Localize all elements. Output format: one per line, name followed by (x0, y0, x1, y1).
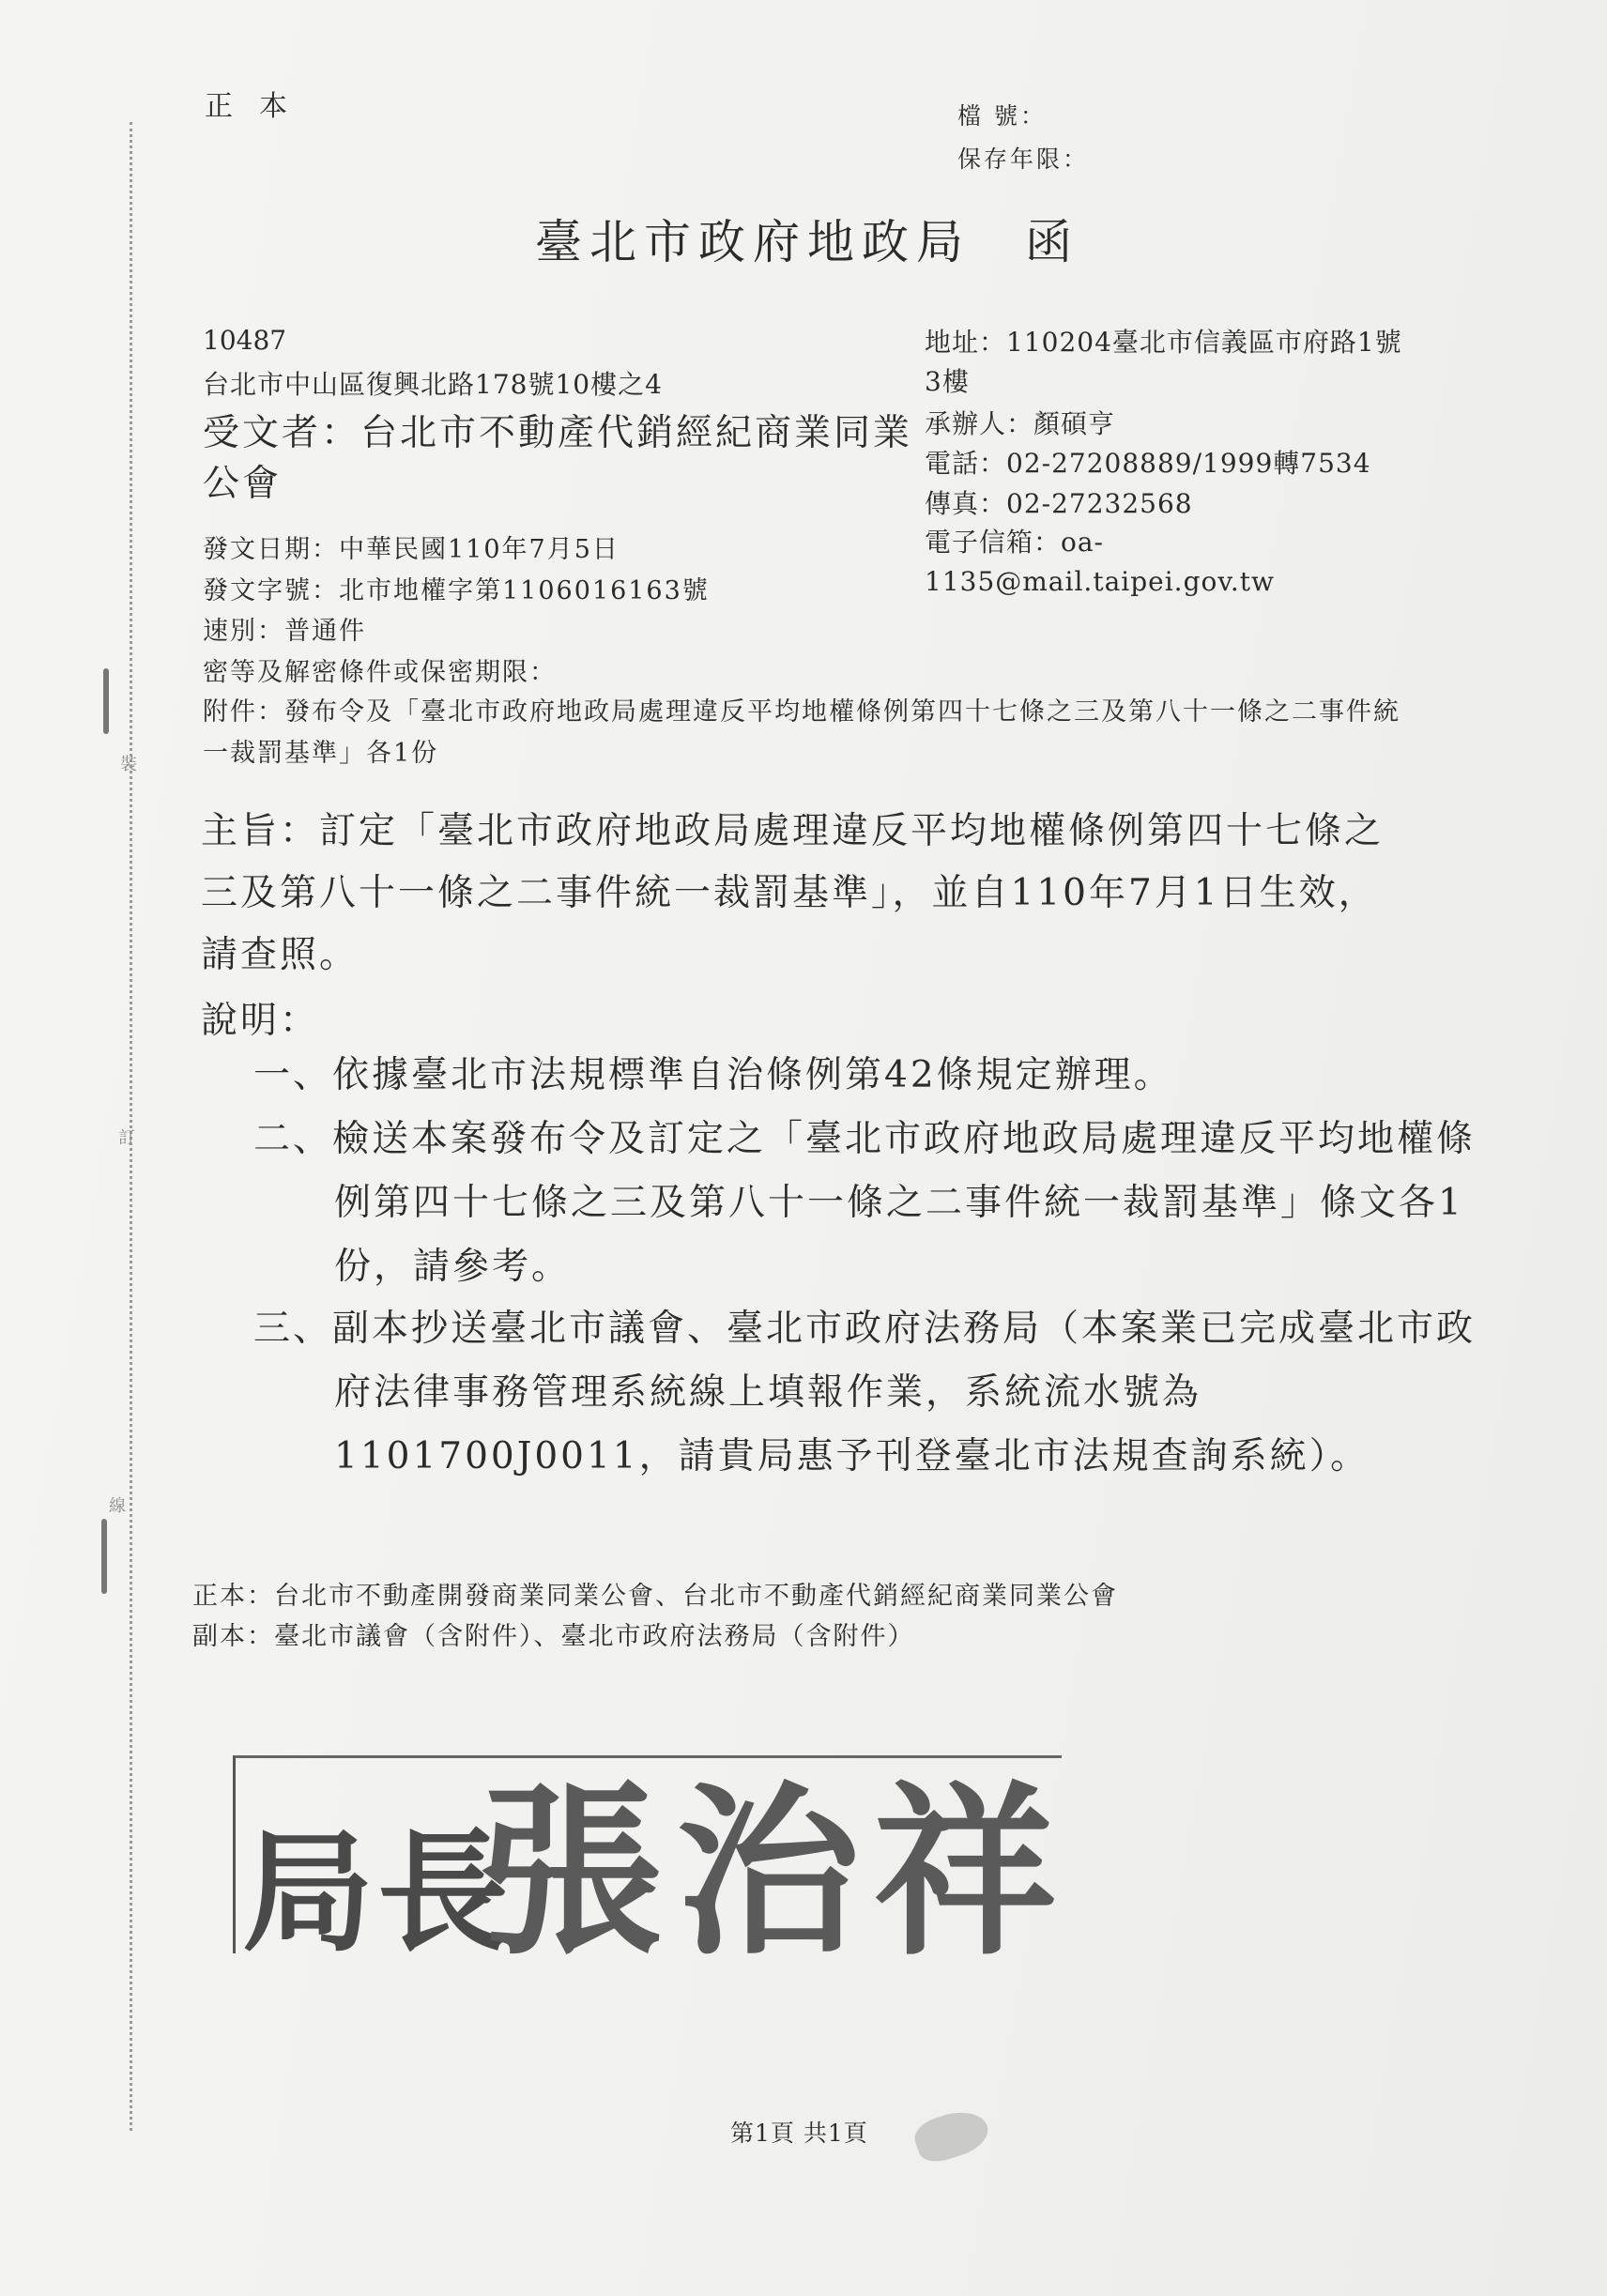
binding-char-zhuang: 裝 (120, 755, 137, 774)
original-recipients: 正本：台北市不動產開發商業同業公會、台北市不動產代銷經紀商業同業公會 (192, 1582, 1118, 1611)
agency-address: 地址：110204臺北市信義區市府路1號3樓 (925, 327, 1402, 397)
fax-number: 傳真：02-27232568 (925, 488, 1193, 519)
explanation-heading: 說明： (201, 1000, 320, 1042)
seal-title: 局長 (242, 1816, 513, 1970)
binding-char-xian: 線 (109, 1496, 126, 1516)
binding-char-ding: 訂 (118, 1128, 135, 1148)
attachment-note: 附件：發布令及「臺北市政府地政局處理違反平均地權條例第四十七條之三及第八十一條之二事件統一裁罰基準」各1份 (203, 697, 1400, 768)
email-address: 電子信箱：oa-1135@mail.taipei.gov.tw (925, 527, 1275, 597)
explanation-item-2: 二、檢送本案發布令及訂定之「臺北市政府地政局處理違反平均地權條例第四十七條之三及第八十一條之二事件統一裁罰基準」條文各1份，請參考。 (253, 1118, 1477, 1288)
copy-recipients: 副本：臺北市議會（含附件）、臺北市政府法務局（含附件） (192, 1622, 915, 1651)
seal-name: 張治祥 (479, 1765, 1071, 1981)
subject-paragraph: 主旨：訂定「臺北市政府地政局處理違反平均地權條例第四十七條之三及第八十一條之二事件統一裁罰基準」，並自110年7月1日生效，請查照。 (201, 810, 1385, 976)
binding-mark-bottom (101, 1519, 107, 1594)
explanation-item-1: 一、依據臺北市法規標準自治條例第42條規定辦理。 (253, 1054, 1173, 1096)
issue-date: 發文日期：中華民國110年7月5日 (203, 535, 620, 564)
recipient-name: 受文者：台北市不動產代銷經紀商業同業公會 (203, 412, 913, 505)
secrecy-level: 密等及解密條件或保密期限： (203, 658, 557, 687)
retention-period-label: 保存年限： (957, 145, 1090, 173)
handler-name: 承辦人：顏碩亨 (925, 408, 1116, 439)
copy-label: 正本 (205, 90, 314, 123)
recipient-address: 台北市中山區復興北路178號10樓之4 (203, 369, 663, 400)
file-number-label: 檔 號： (957, 102, 1047, 130)
binding-mark-top (103, 668, 109, 734)
delivery-speed: 速別：普通件 (203, 617, 366, 646)
explanation-item-3: 三、副本抄送臺北市議會、臺北市政府法務局（本案業已完成臺北市政府法律事務管理系統線上填報作業，系統流水號為1101700J0011，請貴局惠予刊登臺北市法規查詢系統）。 (253, 1308, 1477, 1477)
ink-smudge (911, 2104, 993, 2167)
document-title: 臺北市政府地政局 函 (535, 215, 1079, 269)
recipient-zip: 10487 (203, 325, 287, 356)
document-number: 發文字號：北市地權字第1106016163號 (203, 576, 710, 605)
phone-number: 電話：02-27208889/1999轉7534 (925, 448, 1371, 479)
page-number: 第1頁 共1頁 (730, 2120, 868, 2147)
